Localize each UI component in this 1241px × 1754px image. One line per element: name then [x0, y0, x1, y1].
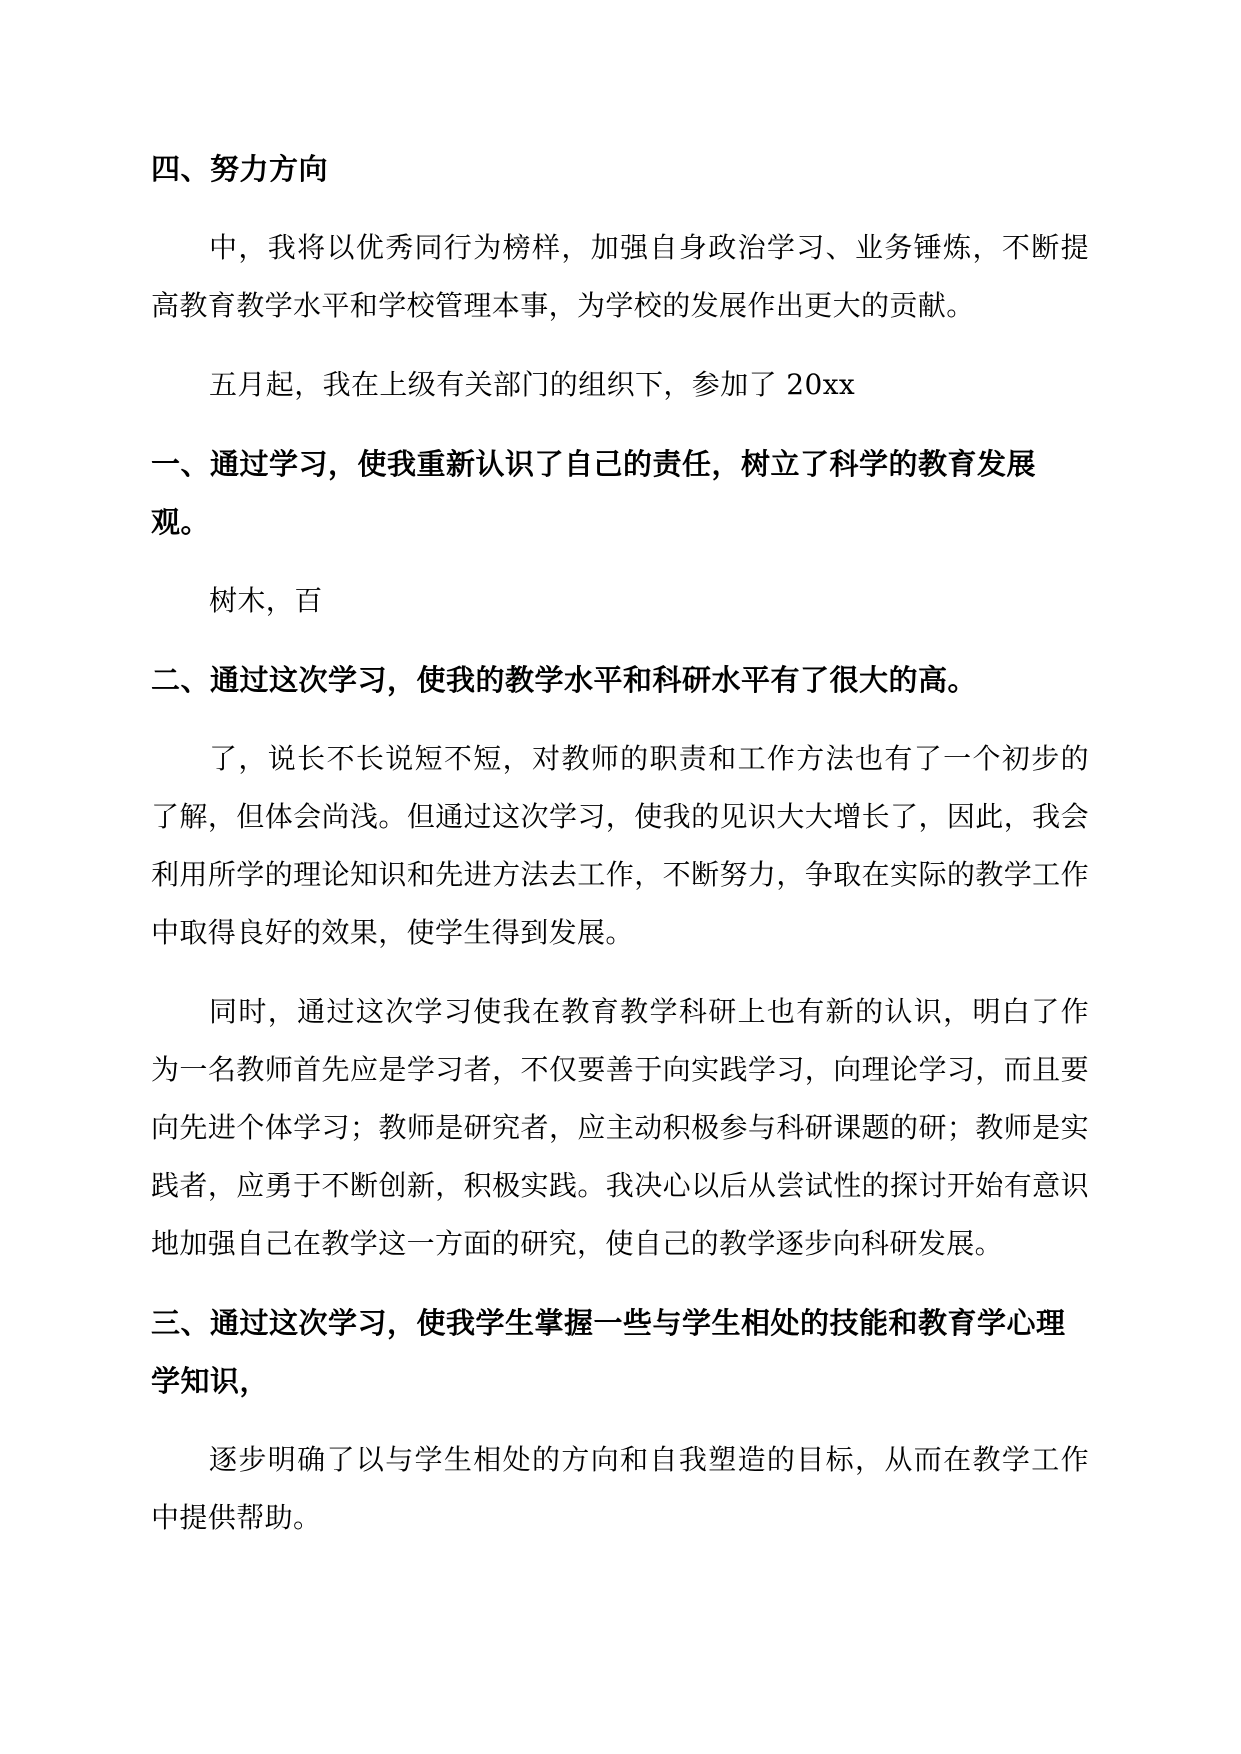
paragraph-may-training: 五月起，我在上级有关部门的组织下，参加了 20xx: [209, 368, 856, 401]
paragraph-research-awareness: 同时，通过这次学习使我在教育教学科研上也有新的认识，明白了作为一名教师首先应是学习者，不仅要善于向实践学习，向理论学习，而且要向先进个体学习；教师是研究者，应主动积极参与科研课题的研；教师是实践者，应勇于不断创新，积极实践。我决心以后从尝试性的探讨开始有意识地加强自己在教学这一方面的研究，使自己的教学逐步向科研发展。: [151, 995, 1089, 1260]
document-body: [151, 140, 1089, 1568]
paragraph-trees: 树木，百: [209, 584, 323, 617]
section-heading-responsibility: 一、通过学习，使我重新认识了自己的责任，树立了科学的教育发展观。: [151, 447, 1037, 539]
paragraph-teacher-duties: 了，说长不长说短不短，对教师的职责和工作方法也有了一个初步的了解，但体会尚浅。但通过这次学习，使我的见识大大增长了，因此，我会利用所学的理论知识和先进方法去工作，不断努力，争取在实际的教学工作中取得良好的效果，使学生得到发展。: [151, 742, 1089, 949]
section-heading-teaching-level: 二、通过这次学习，使我的教学水平和科研水平有了很大的高。: [151, 663, 978, 697]
section-heading-student-skills: 三、通过这次学习，使我学生掌握一些与学生相处的技能和教育学心理学知识，: [151, 1306, 1066, 1398]
paragraph-role-model: 中，我将以优秀同行为榜样，加强自身政治学习、业务锤炼，不断提高教育教学水平和学校管理本事，为学校的发展作出更大的贡献。: [151, 231, 1089, 322]
paragraph-student-goals: 逐步明确了以与学生相处的方向和自我塑造的目标，从而在教学工作中提供帮助。: [151, 1443, 1089, 1534]
section-heading-effort-direction: 四、努力方向: [151, 152, 329, 186]
